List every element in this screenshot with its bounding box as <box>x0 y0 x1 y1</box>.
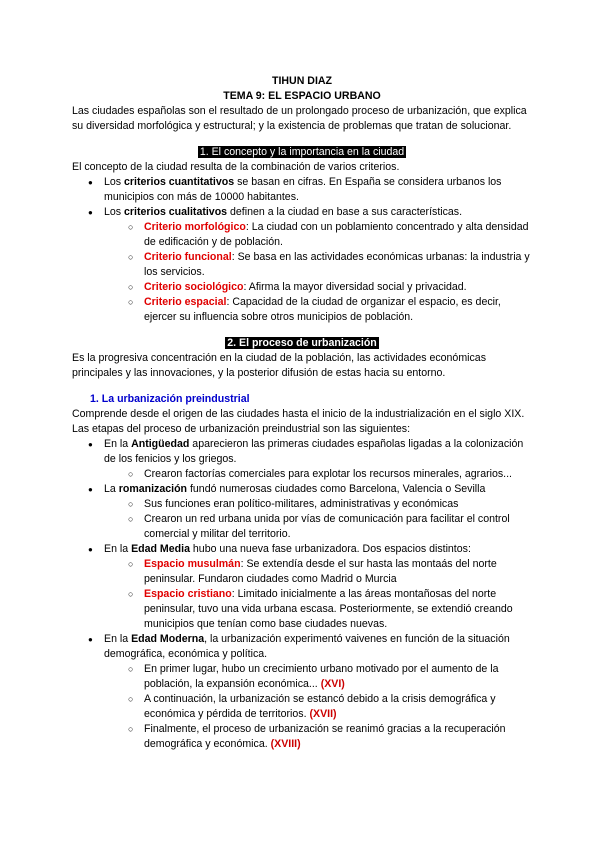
section-1-text: El concepto de la ciudad resulta de la combinación de varios criterios. <box>72 161 400 173</box>
stages-list <box>72 437 532 752</box>
author-name: TIHUN DIAZ <box>271 75 333 87</box>
sublist <box>104 662 532 752</box>
sublist <box>104 497 532 542</box>
section-2-text: Es la progresiva concentración en la ciudad de la población, las actividades económicas principales y las innovaciones, y la posterior difusión de estas hacia su entorno. <box>72 352 486 379</box>
sublist <box>104 467 532 482</box>
list-item: ○ Criterio funcional: Se basa en las actividades económicas urbanas: la industria y los servicios. <box>72 250 532 280</box>
criteria-sublist <box>104 220 532 325</box>
list-item: ○ Criterio morfológico: La ciudad con un poblamiento concentrado y alta densidad de edificación y de población. <box>72 220 532 250</box>
sublist <box>104 557 532 632</box>
list-item: ○ Crearon un red urbana unida por vías de comunicación para facilitar el control comercial y militar del territorio. <box>72 512 532 542</box>
list-item: ○ Sus funciones eran político-militares, administrativas y económicas <box>72 497 532 512</box>
intro-paragraph: Las ciudades españolas son el resultado de un prolongado proceso de urbanización, que explica su diversidad morfológica y estructural; y la existencia de problemas que tratan de solucionar. <box>72 105 527 132</box>
list-item: ○ Crearon factorías comerciales para explotar los recursos minerales, agrarios... <box>72 467 532 482</box>
subsection-1-heading: 1. La urbanización preindustrial <box>90 393 250 405</box>
list-item: ○ Criterio espacial: Capacidad de la ciudad de organizar el espacio, es decir, ejercer su influencia sobre otros municipios de población. <box>72 295 532 325</box>
document-title: TEMA 9: EL ESPACIO URBANO <box>223 90 381 102</box>
section-2-heading: 2. El proceso de urbanización <box>227 337 377 349</box>
list-item: ○ Espacio cristiano: Limitado inicialmente a las áreas montañosas del norte peninsular, tuvo una vida urbana escasa. Posteriormente, se extendió creando municipios que tenían como base ciudades nuevas. <box>72 587 532 632</box>
list-item: ● La romanización fundó numerosas ciudades como Barcelona, Valencia o Sevilla ○ Sus funciones eran político-militares, administrativas y económicas ○ Crearon un red urbana unida por vías de comunicación para facilitar el control comercial y militar del territorio. <box>72 482 532 542</box>
list-item: ● Los criterios cuantitativos se basan en cifras. En España se considera urbanos los municipios con más de 10000 habitantes. <box>72 175 532 205</box>
list-item: ● En la Edad Moderna, la urbanización experimentó vaivenes en función de la situación demográfica, económica y política. ○ En primer lugar, hubo un crecimiento urbano motivado por el aumento de la población, la expansión económica... (XVI) ○ A continuación, la urbanización se estancó debido a la crisis demográfica y económica y pérdida de territorios. (XVII) ○ Finalmente, el proceso de urbanización se reanimó gracias a la recuperación demográfica y económica. (XVIII) <box>72 632 532 752</box>
document-body <box>72 74 532 752</box>
list-item: ○ En primer lugar, hubo un crecimiento urbano motivado por el aumento de la población, la expansión económica... (XVI) <box>72 662 532 692</box>
list-item: ○ Finalmente, el proceso de urbanización se reanimó gracias a la recuperación demográfica y económica. (XVIII) <box>72 722 532 752</box>
list-item: ○ A continuación, la urbanización se estancó debido a la crisis demográfica y económica y pérdida de territorios. (XVII) <box>72 692 532 722</box>
list-item: ○ Espacio musulmán: Se extendía desde el sur hasta las montaás del norte peninsular. Fundaron ciudades como Madrid o Murcia <box>72 557 532 587</box>
list-item: ● En la Antigüedad aparecieron las primeras ciudades españolas ligadas a la colonización de los fenicios y los griegos. ○ Crearon factorías comerciales para explotar los recursos minerales, agrarios... <box>72 437 532 482</box>
list-item: ○ Criterio sociológico: Afirma la mayor diversidad social y privacidad. <box>72 280 532 295</box>
subsection-1-text: Comprende desde el origen de las ciudades hasta el inicio de la industrialización en el siglo XIX. Las etapas del proceso de urbanización preindustrial son las siguientes: <box>72 408 525 435</box>
list-item: ● Los criterios cualitativos definen a la ciudad en base a sus características. ○ Criterio morfológico: La ciudad con un poblamiento concentrado y alta densidad de edificación y de población. ○ Criterio funcional: Se basa en las actividades económicas urbanas: la industria y los servicios. ○ Criterio sociológico: Afirma la mayor diversidad social y privacidad. ○ Criterio espacial: Capacidad de la ciudad de organizar el espacio, es decir, ejercer su influencia sobre otros municipios de población. <box>72 205 532 325</box>
section-1-list <box>72 175 532 325</box>
section-1-heading: 1. El concepto y la importancia en la ciudad <box>199 146 405 158</box>
list-item: ● En la Edad Media hubo una nueva fase urbanizadora. Dos espacios distintos: ○ Espacio musulmán: Se extendía desde el sur hasta las montaás del norte peninsular. Fundaron ciudades como Madrid o Murcia ○ Espacio cristiano: Limitado inicialmente a las áreas montañosas del norte peninsular, tuvo una vida urbana escasa. Posteriormente, se extendió creando municipios que tenían como base ciudades nuevas. <box>72 542 532 632</box>
